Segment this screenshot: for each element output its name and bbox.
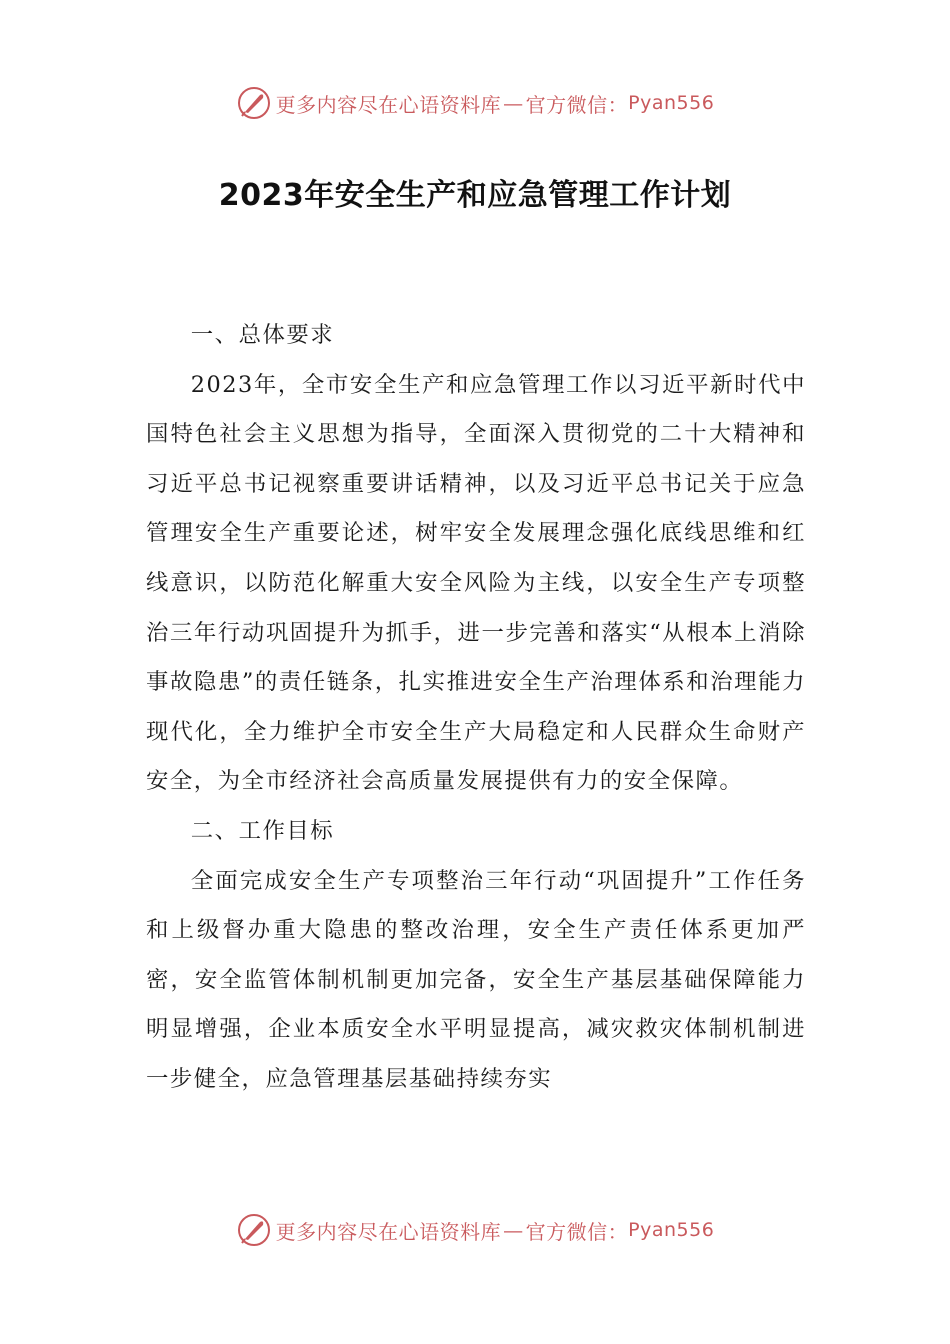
section-paragraph: 2023年，全市安全生产和应急管理工作以习近平新时代中国特色社会主义思想为指导，全面深入贯彻党的二十大精神和习近平总书记视察重要讲话精神，以及习近平总书记关于应急管理安全生产重要论述，树牢安全发展理念强化底线思维和红线意识，以防范化解重大安全风险为主线，以安全生产专项整治三年行动巩固提升为抓手，进一步完善和落实“从根本上消除事故隐患”的责任链条，扎实推进安全生产治理体系和治理能力现代化，全力维护全市安全生产大局稳定和人民群众生命财产安全，为全市经济社会高质量发展提供有力的安全保障。 (146, 371, 806, 795)
section-heading: 二、工作目标 (190, 817, 335, 844)
document-title: 2023年安全生产和应急管理工作计划 (218, 178, 732, 213)
watermark-separator: — (503, 1218, 524, 1242)
watermark-text: 更多内容尽在心语资料库 (275, 92, 502, 117)
header-watermark (0, 83, 950, 123)
footer-watermark (0, 1210, 950, 1250)
quill-pen-logo-icon (236, 85, 272, 121)
quill-pen-logo-icon (236, 1212, 272, 1248)
section-heading: 一、总体要求 (190, 322, 335, 348)
wechat-label: 官方微信： (525, 1219, 629, 1244)
wechat-label: 官方微信： (525, 92, 629, 117)
wechat-id: Pyan556 (628, 92, 715, 114)
watermark-text: 更多内容尽在心语资料库 (275, 1219, 502, 1244)
wechat-id: Pyan556 (628, 1219, 715, 1241)
section-paragraph: 全面完成安全生产专项整治三年行动“巩固提升”工作任务和上级督办重大隐患的整改治理，安全生产责任体系更加严密，安全监管体制机制更加完备，安全生产基层基础保障能力明显增强，企业本质安全水平明显提高，减灾救灾体制机制进一步健全，应急管理基层基础持续夯实 (146, 867, 806, 1092)
watermark-separator: — (503, 91, 524, 115)
document-body (146, 311, 806, 1105)
